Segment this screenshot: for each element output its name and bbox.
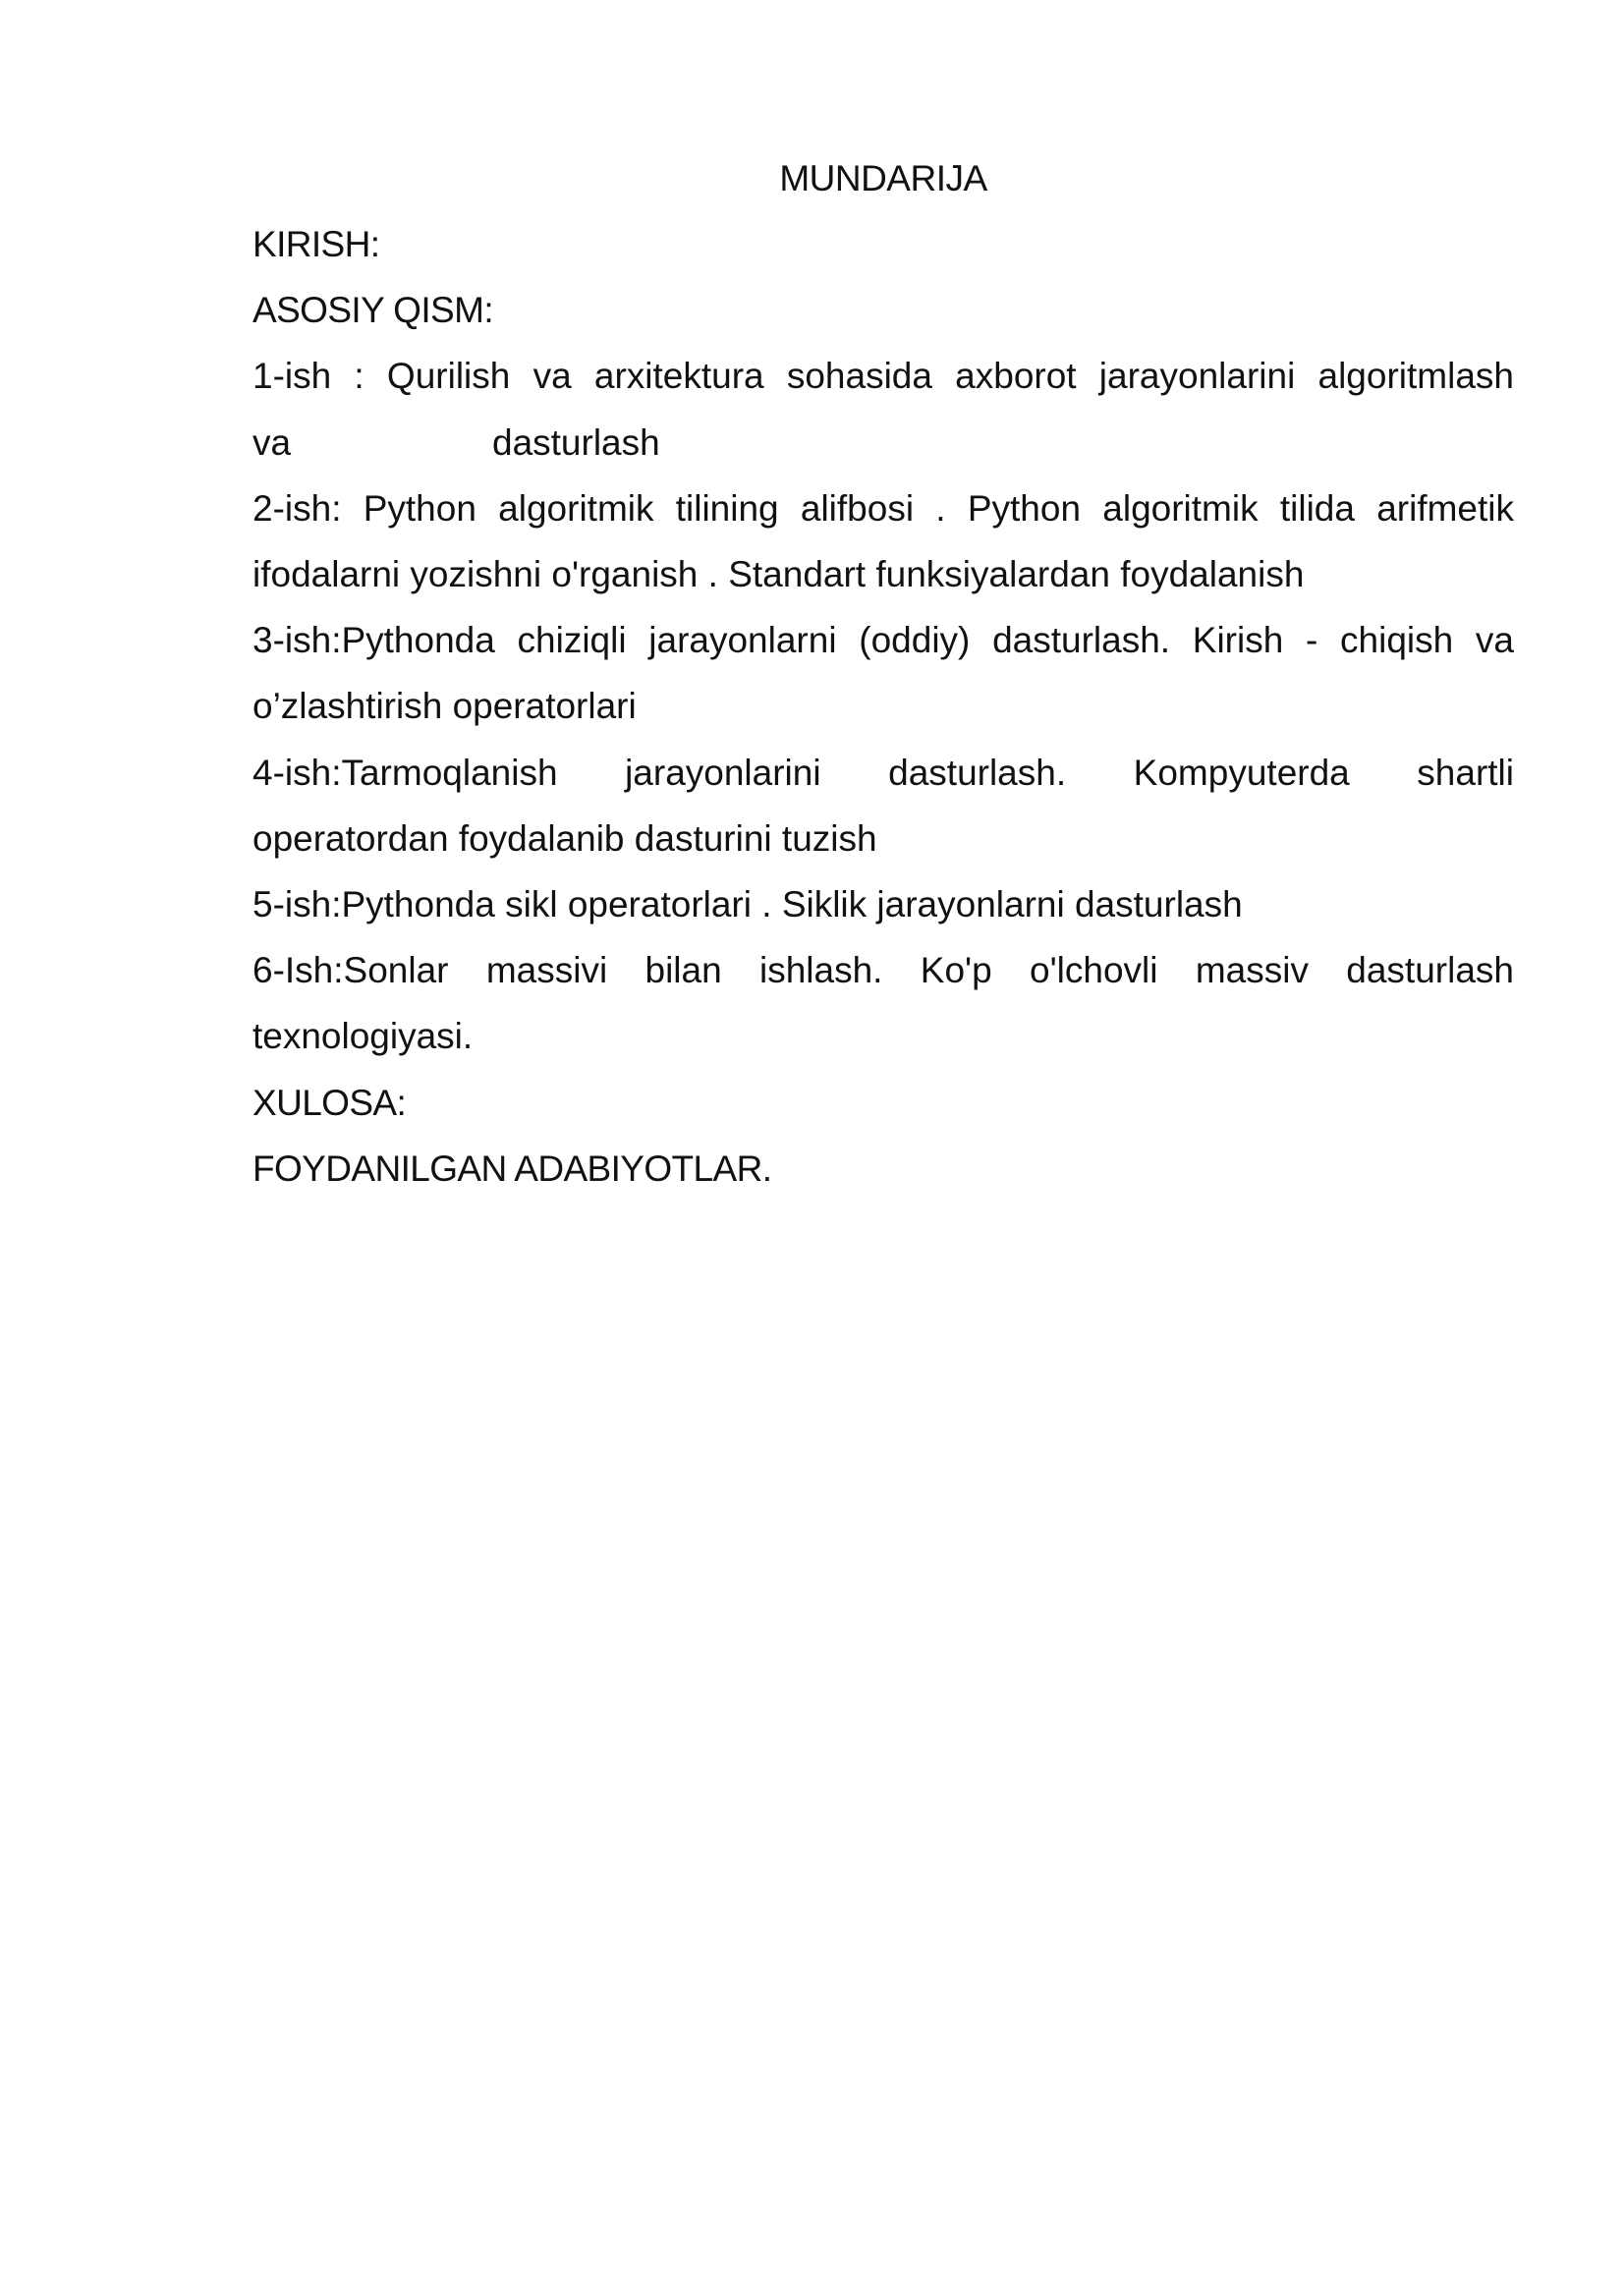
toc-item-2-line-1: 2-ish: Python algoritmik tilining alifbosi . Python algoritmik tilida arifmetik — [252, 487, 1514, 529]
toc-item-4-line-2: operatordan foydalanib dasturini tuzish — [252, 817, 877, 859]
toc-item-3-line-2: o’zlashtirish operatorlari — [252, 686, 637, 727]
toc-item-3-line-1: 3-ish:Pythonda chiziqli jarayonlarni (oddiy) dasturlash. Kirish - chiqish va — [252, 620, 1514, 661]
toc-item-1-word-dasturlash: dasturlash — [492, 421, 660, 463]
toc-main-part: ASOSIY QISM: — [252, 290, 494, 331]
toc-item-4-line-1: 4-ish:Tarmoqlanish jarayonlarini dasturlash. Kompyuterda shartli — [252, 752, 1514, 793]
toc-item-5-line-1: 5-ish:Pythonda sikl operatorlari . Siklik jarayonlarni dasturlash — [252, 884, 1243, 925]
toc-references: FOYDANILGAN ADABIYOTLAR. — [252, 1148, 772, 1189]
toc-item-6-line-1: 6-Ish:Sonlar massivi bilan ishlash. Ko'p o'lchovli massiv dasturlash — [252, 950, 1514, 991]
toc-item-6-line-2: texnologiyasi. — [252, 1016, 474, 1057]
table-of-contents — [252, 145, 1514, 1202]
toc-item-1-line-2 — [252, 410, 1514, 476]
toc-item-1-line-1: 1-ish : Qurilish va arxitektura sohasida axborot jarayonlarini algoritmlash — [252, 356, 1514, 397]
page-title: MUNDARIJA — [779, 158, 987, 198]
toc-conclusion: XULOSA: — [252, 1082, 407, 1123]
toc-intro: KIRISH: — [252, 224, 380, 264]
toc-item-1-word-va: va — [252, 421, 292, 463]
toc-item-2-line-2: ifodalarni yozishni o'rganish . Standart funksiyalardan foydalanish — [252, 554, 1305, 595]
